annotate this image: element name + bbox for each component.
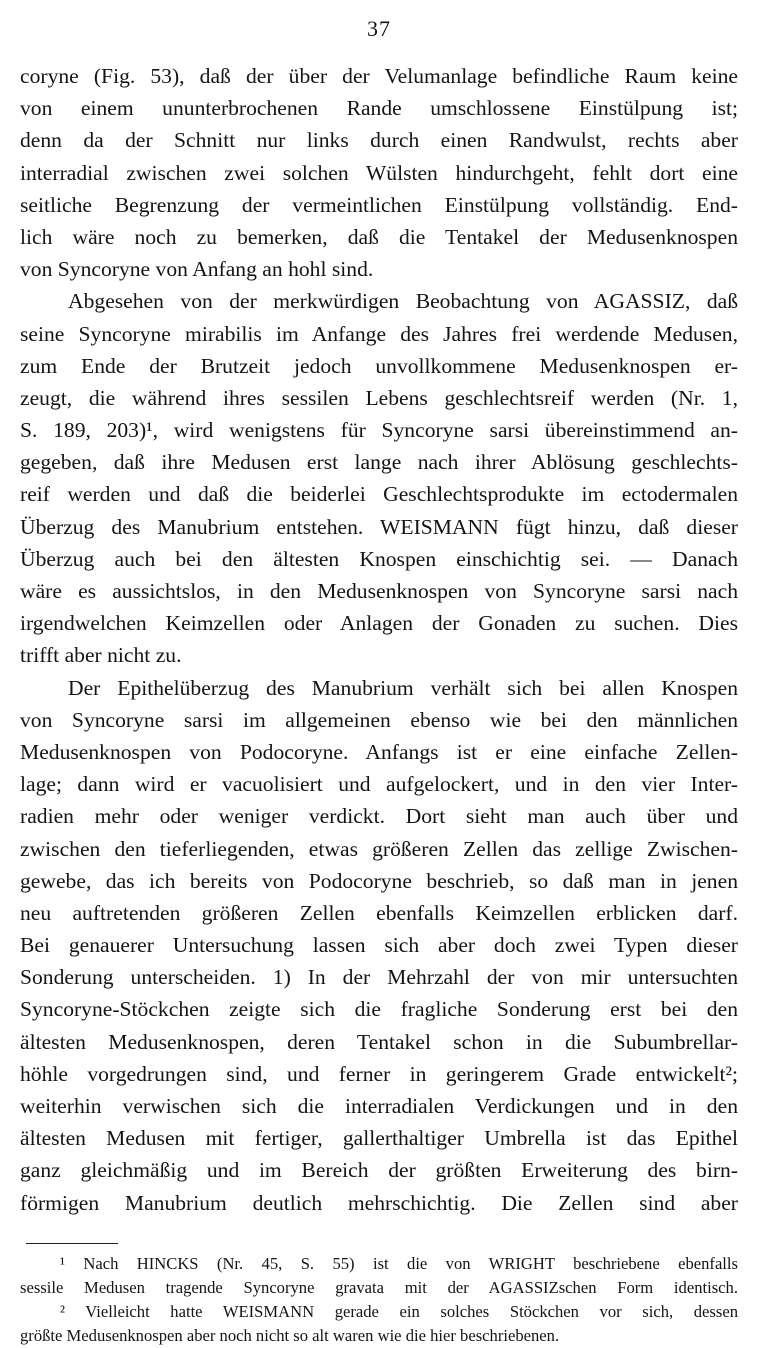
body-text (20, 60, 738, 1219)
text-line: irgendwelchen Keimzellen oder Anlagen der Gonaden zu suchen. Dies (20, 611, 738, 636)
footnote-line: ¹ Nach HINCKS (Nr. 45, S. 55) ist die von WRIGHT beschriebene ebenfalls (60, 1253, 738, 1273)
text-line: interradial zwischen zwei solchen Wülsten hindurchgeht, fehlt dort eine (20, 160, 738, 185)
text-line: zum Ende der Brutzeit jedoch unvollkommene Medusenknospen er- (20, 353, 738, 378)
text-line: Abgesehen von der merkwürdigen Beobachtung von AGASSIZ, daß (68, 289, 738, 314)
text-line: wäre es aussichtslos, in den Medusenknospen von Syncoryne sarsi nach (20, 579, 738, 603)
text-line: gewebe, das ich bereits von Podocoryne beschrieb, so daß man in jenen (20, 868, 738, 893)
text-line: von Syncoryne von Anfang an hohl sind. (20, 257, 374, 282)
text-line: lich wäre noch zu bemerken, daß die Tentakel der Medusenknospen (20, 224, 738, 249)
footnote-line: größte Medusenknospen aber noch nicht so alt waren wie die hier beschriebenen. (20, 1325, 560, 1345)
text-line: Überzug auch bei den ältesten Knospen einschichtig sei. — Danach (20, 546, 738, 571)
text-line: seine Syncoryne mirabilis im Anfange des Jahres frei werdende Medusen, (20, 321, 738, 346)
text-line: neu auftretenden größeren Zellen ebenfalls Keimzellen erblicken darf. (20, 900, 738, 925)
text-line: höhle vorgedrungen sind, und ferner in geringerem Grade entwickelt²; (20, 1061, 738, 1086)
text-line: ganz gleichmäßig und im Bereich der größten Erweiterung des birn- (20, 1158, 738, 1183)
text-line: Überzug des Manubrium entstehen. WEISMANN fügt hinzu, daß dieser (20, 514, 738, 539)
footnote-divider (26, 1243, 118, 1244)
text-line: S. 189, 203)¹, wird wenigstens für Syncoryne sarsi übereinstimmend an- (20, 418, 738, 443)
text-line: ältesten Medusen mit fertiger, gallerthaltiger Umbrella ist das Epithel (20, 1126, 738, 1151)
text-line: Sonderung unterscheiden. 1) In der Mehrzahl der von mir untersuchten (20, 965, 738, 990)
text-line: weiterhin verwischen sich die interradialen Verdickungen und in den (20, 1094, 738, 1118)
text-line: reif werden und daß die beiderlei Geschlechtsprodukte im ectodermalen (20, 482, 738, 507)
page-number: 37 (367, 16, 391, 41)
text-line: gegeben, daß ihre Medusen erst lange nach ihrer Ablösung geschlechts- (20, 450, 738, 475)
text-line: Syncoryne-Stöckchen zeigte sich die fragliche Sonderung erst bei den (20, 997, 738, 1022)
text-line: ältesten Medusenknospen, deren Tentakel schon in die Subumbrellar- (20, 1029, 738, 1054)
text-line: coryne (Fig. 53), daß der über der Velumanlage befindliche Raum keine (20, 64, 738, 88)
text-line: seitliche Begrenzung der vermeintlichen Einstülpung vollständig. End- (20, 192, 738, 217)
text-line: zeugt, die während ihres sessilen Lebens geschlechtsreif werden (Nr. 1, (20, 385, 738, 410)
text-line: denn da der Schnitt nur links durch einen Randwulst, rechts aber (20, 128, 738, 153)
text-line: zwischen den tieferliegenden, etwas größeren Zellen das zellige Zwischen- (20, 836, 738, 861)
text-line: Der Epithelüberzug des Manubrium verhält sich bei allen Knospen (68, 675, 738, 700)
text-line: Medusenknospen von Podocoryne. Anfangs ist er eine einfache Zellen- (20, 739, 738, 764)
text-line: Bei genauerer Untersuchung lassen sich aber doch zwei Typen dieser (20, 933, 738, 958)
footnote-line: ² Vielleicht hatte WEISMANN gerade ein solches Stöckchen vor sich, dessen (60, 1301, 738, 1321)
text-line: von einem ununterbrochenen Rande umschlossene Einstülpung ist; (20, 96, 738, 121)
text-line: trifft aber nicht zu. (20, 643, 182, 668)
text-line: radien mehr oder weniger verdickt. Dort sieht man auch über und (20, 804, 738, 829)
text-line: förmigen Manubrium deutlich mehrschichtig. Die Zellen sind aber (20, 1190, 738, 1215)
text-line: lage; dann wird er vacuolisiert und aufgelockert, und in den vier Inter- (20, 772, 738, 797)
text-line: von Syncoryne sarsi im allgemeinen ebenso wie bei den männlichen (20, 707, 738, 732)
footnote-line: sessile Medusen tragende Syncoryne gravata mit der AGASSIZschen Form identisch. (20, 1277, 738, 1297)
